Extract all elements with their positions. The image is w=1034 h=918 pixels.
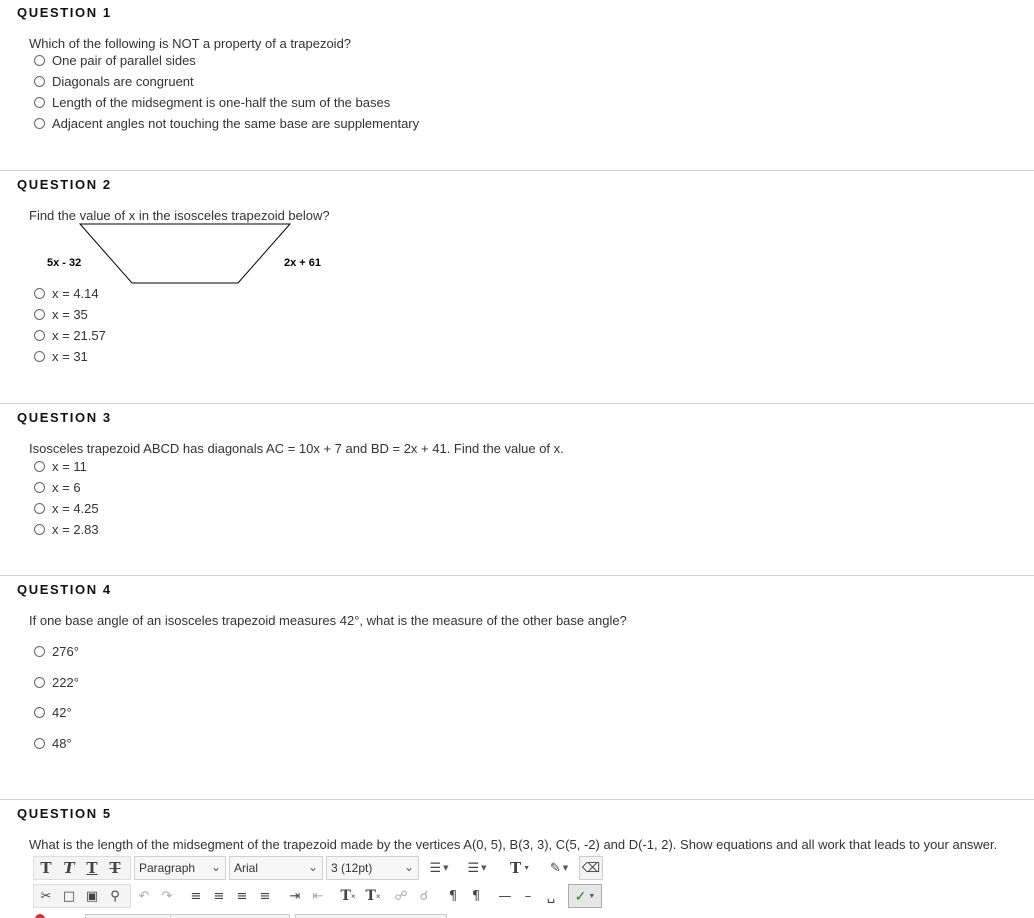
question-divider: [0, 799, 1034, 800]
font-size-select[interactable]: [326, 856, 419, 880]
superscript-glyph: T: [340, 888, 351, 904]
radio-button[interactable]: [34, 738, 45, 749]
option-label: 222°: [52, 674, 79, 690]
radio-button[interactable]: [34, 461, 45, 472]
option-label: Length of the midsegment is one-half the sum of the bases: [52, 94, 391, 110]
horizontal-rule-button[interactable]: [495, 884, 515, 908]
question-4-text: If one base angle of an isosceles trapezoid measures 42°, what is the measure of the other base angle?: [29, 613, 627, 628]
bullet-list-button[interactable]: [423, 856, 455, 880]
option-label: x = 35: [52, 306, 88, 322]
radio-button[interactable]: [34, 677, 45, 688]
question-1-text: Which of the following is NOT a property of a trapezoid?: [29, 36, 352, 51]
radio-button[interactable]: [34, 707, 45, 718]
outdent-icon: ⇤: [312, 888, 324, 904]
numbered-list-icon: ☰: [467, 860, 480, 876]
highlight-color-button[interactable]: [543, 856, 575, 880]
highlighter-icon: ✎: [549, 860, 561, 876]
font-family-select-value: Arial: [234, 861, 259, 875]
radio-button[interactable]: [34, 351, 45, 362]
find-button[interactable]: [105, 884, 125, 908]
justify-button[interactable]: [255, 884, 275, 908]
align-center-button[interactable]: [209, 884, 229, 908]
text-color-glyph: T: [509, 859, 522, 877]
paragraph-select[interactable]: [134, 856, 226, 880]
paragraph-select-value: Paragraph: [139, 861, 196, 875]
nonbreaking-space-button[interactable]: [541, 884, 561, 908]
cut-button[interactable]: [36, 884, 56, 908]
caret-down-icon: ▼: [562, 864, 569, 872]
align-center-icon: ≡: [213, 888, 225, 904]
align-left-button[interactable]: [186, 884, 206, 908]
radio-button[interactable]: [34, 288, 45, 299]
caret-down-icon: ▼: [481, 864, 487, 872]
question-4-option[interactable]: [34, 643, 79, 659]
clipboard-icon: ▣: [85, 888, 99, 904]
option-label: Diagonals are congruent: [52, 73, 194, 89]
option-label: x = 6: [52, 479, 81, 495]
copy-button[interactable]: [59, 884, 79, 908]
undo-button[interactable]: [134, 884, 154, 908]
rtl-direction-button[interactable]: [466, 884, 486, 908]
question-4-option[interactable]: [34, 674, 79, 690]
question-3-option[interactable]: [34, 521, 99, 537]
search-icon: ⚲: [110, 888, 120, 904]
question-4-option[interactable]: [34, 735, 72, 751]
paragraph-ltr-icon: ¶: [448, 888, 458, 904]
option-label: Adjacent angles not touching the same base are supplementary: [52, 115, 420, 131]
align-right-button[interactable]: [232, 884, 252, 908]
question-3-text: Isosceles trapezoid ABCD has diagonals AC = 10x + 7 and BD = 2x + 41. Find the value of x.: [29, 441, 564, 456]
unlink-icon: ☌: [419, 888, 429, 904]
superscript-button[interactable]: [338, 884, 358, 908]
paragraph-rtl-icon: ¶: [471, 888, 481, 904]
insert-link-button[interactable]: [391, 884, 411, 908]
chevron-down-icon: ⌄: [210, 860, 221, 874]
caret-down-icon: ▼: [588, 892, 596, 900]
question-2-option[interactable]: [34, 306, 88, 322]
indent-button[interactable]: [285, 884, 305, 908]
question-5-text: What is the length of the midsegment of the trapezoid made by the vertices A(0, 5), B(3, 3), C(5, -2) and D(-1, 2). Show equations and all work that leads to your answer.: [29, 837, 998, 852]
question-5-title: QUESTION 5: [17, 806, 112, 821]
option-label: One pair of parallel sides: [52, 52, 196, 68]
toolbar-control: [85, 914, 177, 918]
italic-button[interactable]: T: [63, 859, 75, 877]
question-4-title: QUESTION 4: [17, 582, 112, 597]
question-divider: [0, 403, 1034, 404]
radio-button[interactable]: [34, 524, 45, 535]
superscript-marker: ×: [350, 891, 356, 901]
question-2-title: QUESTION 2: [17, 177, 112, 192]
question-2-option[interactable]: [34, 285, 99, 301]
trapezoid-right-angle-label: 2x + 61: [284, 257, 322, 269]
caret-down-icon: ▼: [523, 864, 531, 872]
question-3-option[interactable]: [34, 458, 87, 474]
radio-button[interactable]: [34, 309, 45, 320]
font-family-select[interactable]: [229, 856, 323, 880]
trapezoid-left-angle-label: 5x - 32: [47, 257, 82, 269]
toolbar-control: [295, 914, 447, 918]
insert-line-button[interactable]: [518, 884, 538, 908]
option-label: x = 2.83: [52, 521, 99, 537]
question-3-option[interactable]: [34, 479, 81, 495]
question-3-option[interactable]: [34, 500, 99, 516]
trapezoid-shape: [80, 224, 290, 283]
radio-button[interactable]: [34, 482, 45, 493]
editor-toolbar-row-3: [33, 912, 593, 918]
question-1-title: QUESTION 1: [17, 5, 112, 20]
space-icon: ␣: [546, 888, 556, 904]
question-2-option[interactable]: [34, 348, 88, 364]
dash-icon: –: [524, 888, 532, 904]
spellcheck-icon: ✓: [574, 887, 587, 904]
option-label: x = 4.25: [52, 500, 99, 516]
radio-button[interactable]: [34, 503, 45, 514]
redo-icon: ↷: [161, 888, 173, 904]
trapezoid-figure: [0, 0, 1034, 300]
scissors-icon: ✂: [40, 888, 52, 904]
record-icon: [35, 914, 45, 918]
numbered-list-button[interactable]: [461, 856, 493, 880]
question-4-option[interactable]: [34, 704, 72, 720]
paste-button[interactable]: [82, 884, 102, 908]
strikethrough-button[interactable]: T: [109, 859, 121, 877]
eraser-icon: ⌫: [581, 860, 601, 876]
undo-icon: ↶: [138, 888, 150, 904]
toolbar-control: [170, 914, 290, 918]
spellcheck-button[interactable]: [568, 884, 602, 908]
font-size-select-value: 3 (12pt): [331, 861, 373, 875]
option-label: x = 31: [52, 348, 88, 364]
horizontal-line-icon: —: [498, 888, 512, 904]
radio-button[interactable]: [34, 646, 45, 657]
text-color-button[interactable]: [503, 856, 537, 880]
unlink-button[interactable]: [414, 884, 434, 908]
ltr-direction-button[interactable]: [443, 884, 463, 908]
option-label: x = 4.14: [52, 285, 99, 301]
option-label: 42°: [52, 704, 72, 720]
bold-button[interactable]: T: [40, 859, 52, 877]
clear-formatting-button[interactable]: [579, 856, 603, 880]
editor-toolbar-row-1: [33, 856, 613, 880]
option-label: x = 21.57: [52, 327, 106, 343]
option-label: x = 11: [52, 458, 87, 474]
subscript-glyph: T: [365, 888, 376, 904]
editor-toolbar-row-2: [33, 884, 613, 908]
question-3-title: QUESTION 3: [17, 410, 112, 425]
outdent-button[interactable]: [308, 884, 328, 908]
subscript-button[interactable]: [363, 884, 383, 908]
redo-button[interactable]: [157, 884, 177, 908]
align-right-icon: ≡: [236, 888, 248, 904]
chevron-down-icon: ⌄: [307, 860, 318, 874]
align-left-icon: ≡: [190, 888, 202, 904]
question-2-text: Find the value of x in the isosceles trapezoid below?: [29, 208, 330, 223]
question-divider: [0, 575, 1034, 576]
indent-icon: ⇥: [289, 888, 301, 904]
bullet-list-icon: ☰: [429, 860, 442, 876]
align-justify-icon: ≡: [259, 888, 271, 904]
question-2-option[interactable]: [34, 327, 106, 343]
subscript-marker: ×: [375, 891, 381, 901]
caret-down-icon: ▼: [443, 864, 449, 872]
copy-icon: □: [62, 888, 76, 904]
link-icon: ☍: [394, 888, 408, 904]
underline-button[interactable]: T: [86, 859, 98, 877]
option-label: 276°: [52, 643, 79, 659]
chevron-down-icon: ⌄: [403, 860, 414, 874]
option-label: 48°: [52, 735, 72, 751]
radio-button[interactable]: [34, 330, 45, 341]
